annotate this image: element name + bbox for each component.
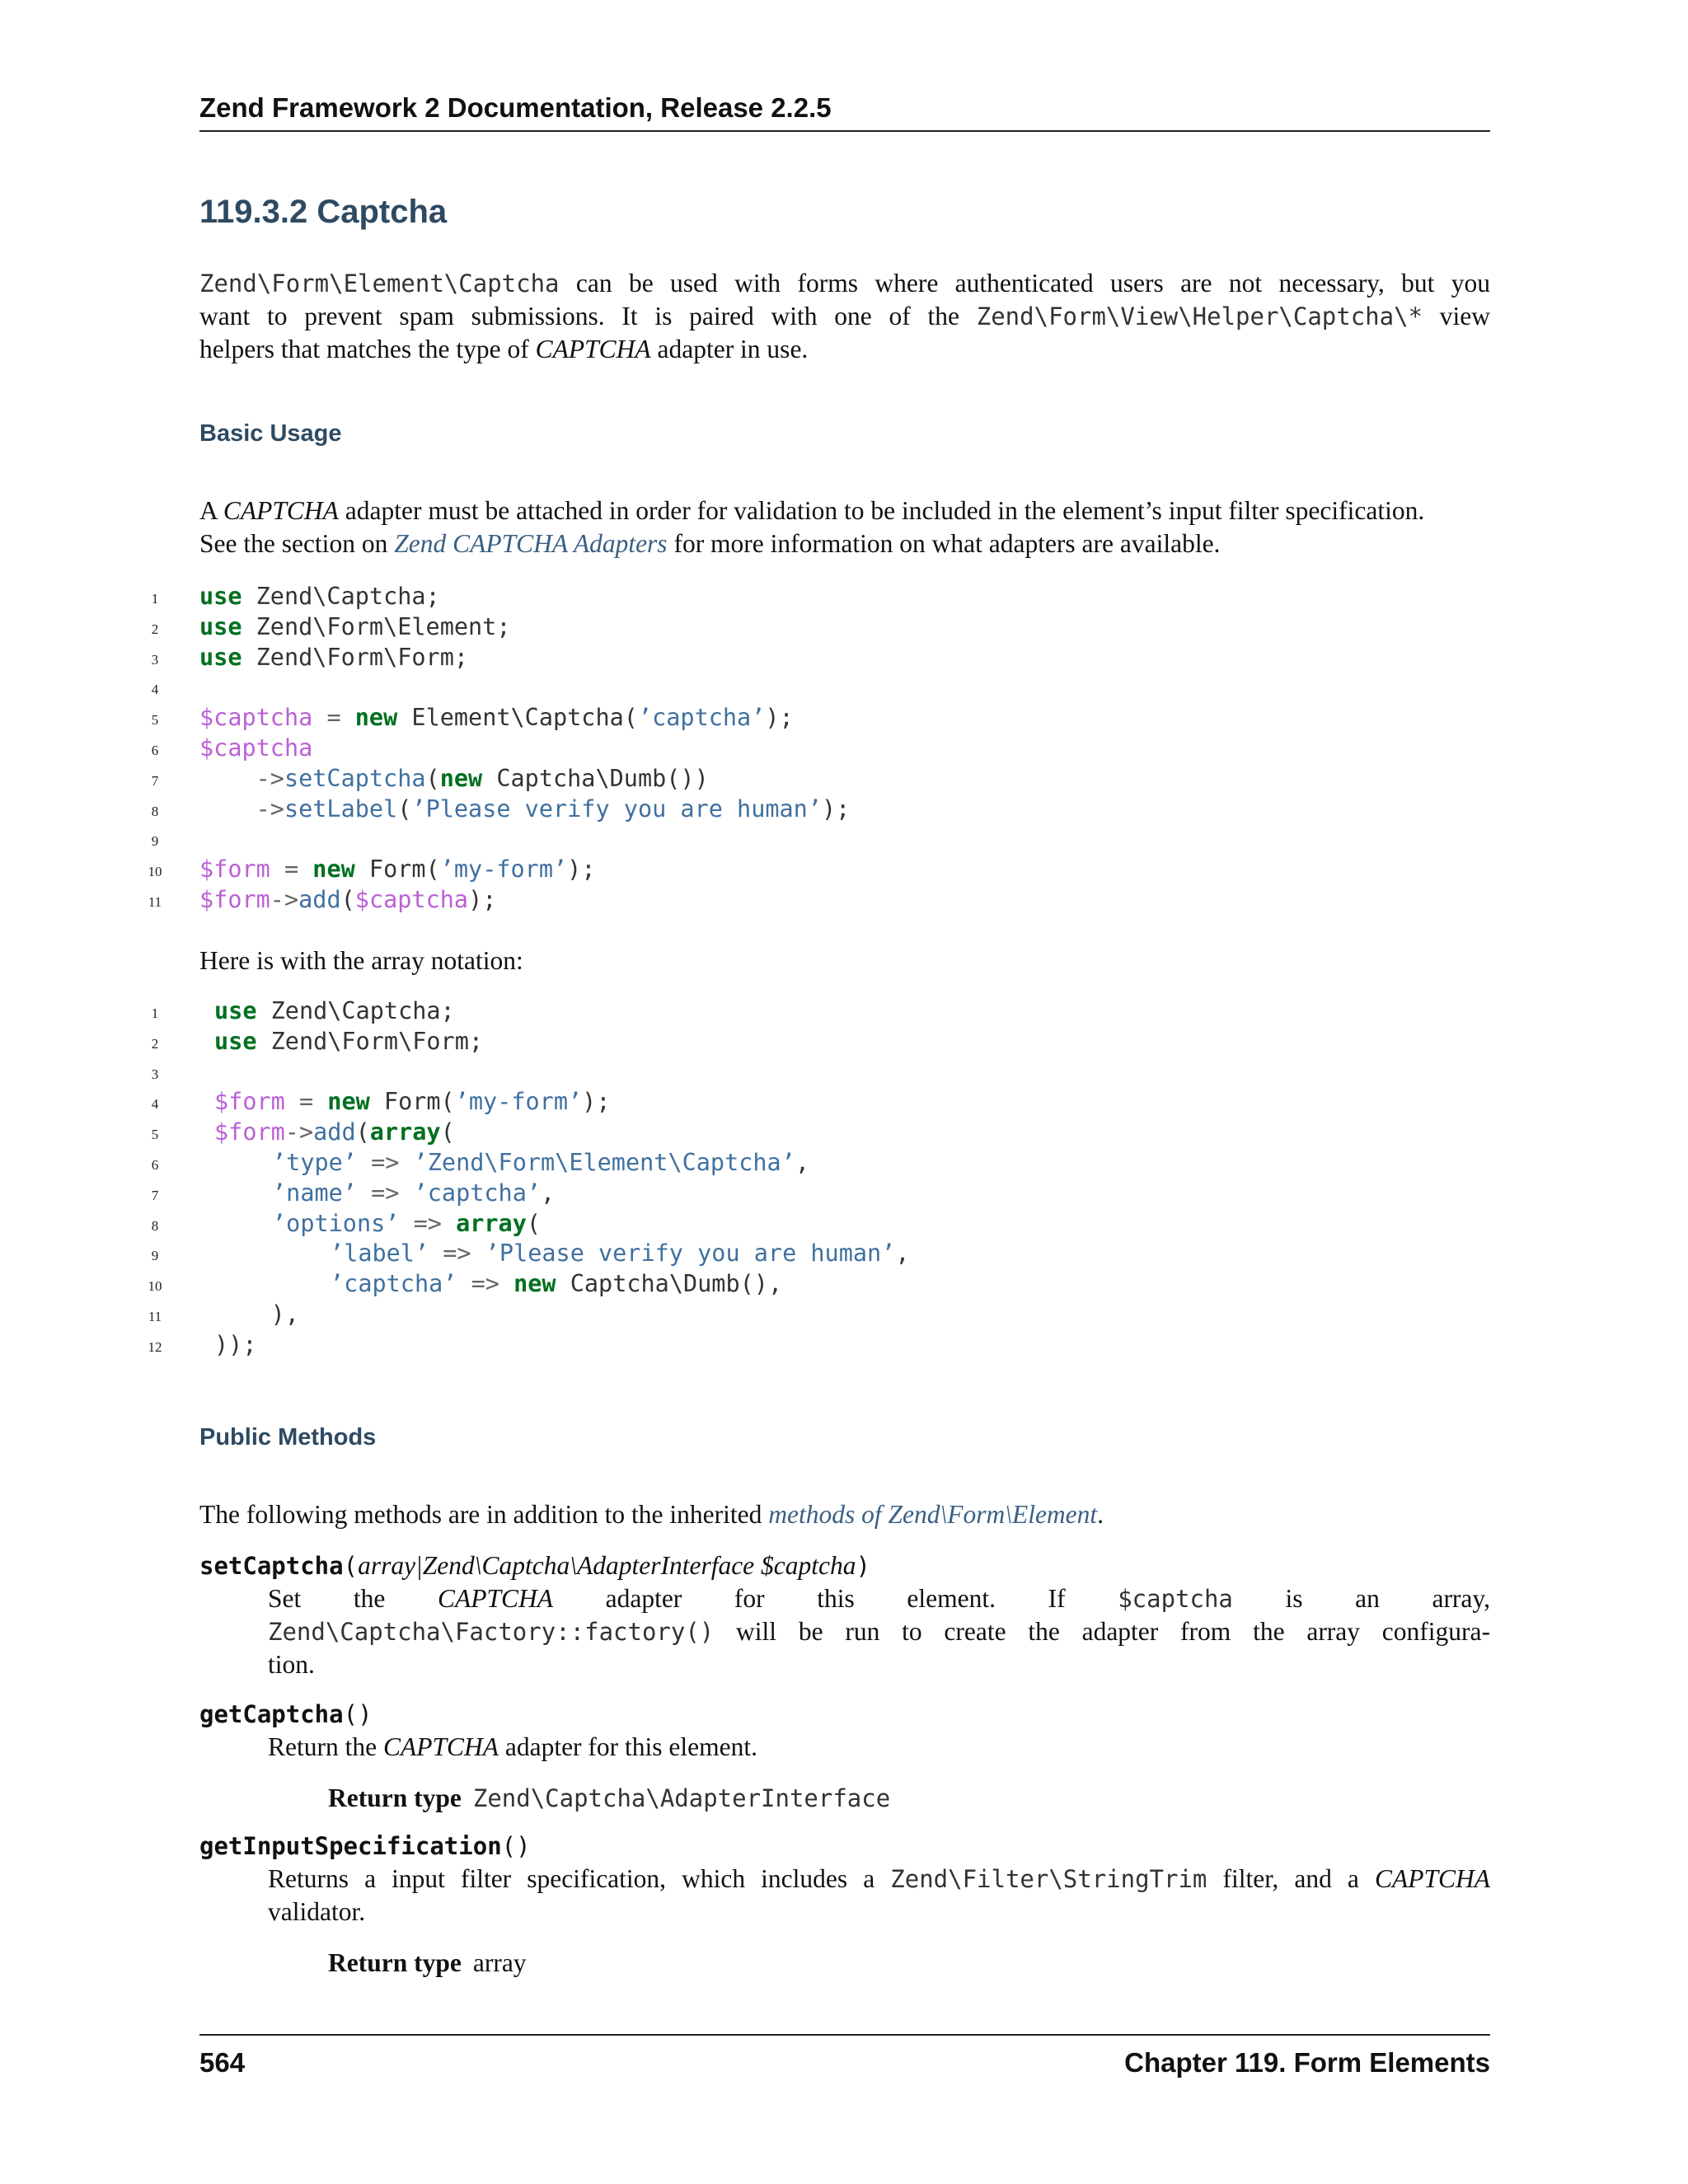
method-description-getcaptcha (268, 1731, 1490, 1764)
line-number: 6 (151, 1156, 159, 1173)
array-notation-text: Here is with the array notation: (199, 946, 523, 975)
code-text: ); (765, 704, 794, 732)
variable: $captcha (199, 733, 313, 762)
operator: => (399, 1209, 457, 1237)
keyword: use (199, 643, 242, 671)
keyword: array (456, 1209, 527, 1237)
page-number: 564 (199, 2047, 246, 2078)
paren: ( (343, 1552, 359, 1580)
line-number: 7 (151, 1187, 159, 1203)
text: adapter for this element. (498, 1732, 757, 1761)
array-notation-paragraph (199, 944, 1490, 977)
code-line (140, 612, 1541, 643)
line-number: 12 (148, 1338, 162, 1355)
code-text: Captcha\Dumb()) (482, 764, 709, 792)
variable: $form (214, 1088, 285, 1116)
code-text: ( (340, 885, 355, 913)
variable: $captcha (199, 704, 313, 732)
code-line (140, 703, 1541, 733)
line-number: 4 (151, 1096, 159, 1113)
variable: $captcha (354, 885, 469, 913)
code-text: Form( (369, 1088, 455, 1116)
text: will be run to create the adapter from the array configura- (714, 1617, 1490, 1646)
line-number: 2 (151, 621, 159, 637)
public-methods-intro-line (199, 1498, 1490, 1531)
code-text: ( (355, 1118, 370, 1146)
code-text: ), (214, 1300, 299, 1328)
emphasis: CAPTCHA (437, 1584, 553, 1613)
line-number: 3 (151, 1066, 159, 1082)
text: view (1423, 302, 1490, 330)
variable: $form (199, 855, 270, 883)
code-text: ); (567, 855, 596, 883)
text: Return the (268, 1732, 383, 1761)
operator: => (429, 1240, 485, 1268)
emphasis: CAPTCHA (1374, 1864, 1490, 1893)
code-text: Zend\Form\Form; (241, 643, 469, 671)
method-name: getCaptcha (199, 1700, 344, 1728)
operator: = (284, 1088, 328, 1116)
emphasis: CAPTCHA (223, 496, 339, 525)
method-signature-setcaptcha (199, 1549, 870, 1582)
desc-line (268, 1615, 1490, 1648)
basic-usage-heading: Basic Usage (199, 420, 342, 447)
line-number: 9 (151, 1248, 159, 1264)
line-number: 1 (151, 591, 159, 607)
code-line (140, 1239, 1541, 1269)
desc-line (268, 1731, 1490, 1764)
string: ’my-form’ (439, 855, 568, 883)
code-text: ( (397, 794, 412, 823)
code-text: , (795, 1148, 810, 1176)
paren: () (501, 1832, 531, 1860)
code-text: Zend\Captcha; (256, 997, 455, 1024)
code-text: ); (468, 885, 497, 913)
code-line (140, 885, 1541, 916)
keyword: new (513, 1270, 556, 1298)
code-text: ( (526, 1209, 542, 1237)
code-line (140, 855, 1541, 885)
intro-line-2 (199, 300, 1490, 333)
code-line (140, 733, 1541, 764)
variable: $form (214, 1118, 285, 1146)
code-text: ); (582, 1088, 611, 1116)
inline-code: Zend\Form\View\Helper\Captcha\* (976, 302, 1423, 330)
document-title: Zend Framework 2 Documentation, Release 2.2.5 (199, 92, 832, 123)
method-call: setCaptcha (284, 764, 426, 792)
operator: => (356, 1179, 414, 1207)
string: ’label’ (330, 1240, 429, 1268)
return-type-value: Zend\Captcha\AdapterInterface (472, 1784, 891, 1812)
operator: => (457, 1270, 514, 1298)
operator: => (356, 1148, 414, 1176)
public-methods-intro (199, 1498, 1490, 1531)
string: ’Please verify you are human’ (411, 794, 823, 823)
code-text: Zend\Form\Element; (241, 612, 511, 640)
text: filter, and a (1207, 1864, 1375, 1893)
code-line (140, 1269, 1541, 1300)
keyword: use (214, 1027, 257, 1055)
method-signature-getinputspecification (199, 1830, 531, 1863)
string: ’my-form’ (454, 1088, 583, 1116)
line-number: 10 (148, 864, 162, 880)
method-call: add (298, 885, 341, 913)
text: can be used with forms where authenticated users are not necessary, but you (559, 269, 1490, 298)
desc-line (268, 1863, 1490, 1896)
variable: $form (199, 885, 270, 913)
text: adapter in use. (650, 335, 809, 363)
method-description-setcaptcha (268, 1582, 1490, 1681)
line-number: 8 (151, 1217, 159, 1234)
line-number: 3 (151, 651, 159, 668)
keyword: new (312, 855, 355, 883)
code-line (140, 996, 1541, 1027)
paren: () (343, 1700, 373, 1728)
string: ’captcha’ (413, 1179, 542, 1207)
keyword: new (439, 764, 483, 792)
method-name: getInputSpecification (199, 1832, 502, 1860)
operator: = (270, 855, 313, 883)
code-line (140, 643, 1541, 673)
code-block-basic (140, 582, 1541, 916)
text: A (199, 496, 223, 525)
text: Set the (268, 1584, 438, 1613)
code-text: , (895, 1240, 910, 1268)
return-type-getinputspecification (328, 1947, 527, 1980)
code-line (140, 1179, 1541, 1209)
code-line (140, 764, 1541, 794)
inline-code: Zend\Filter\StringTrim (890, 1865, 1207, 1893)
code-line (140, 1118, 1541, 1148)
code-text: )); (214, 1330, 257, 1358)
code-line (140, 1087, 1541, 1118)
emphasis: CAPTCHA (382, 1732, 499, 1761)
code-text: Form( (354, 855, 440, 883)
code-text: Captcha\Dumb(), (556, 1270, 783, 1298)
code-text: ( (425, 764, 440, 792)
inline-code: Zend\Form\Element\Captcha (199, 269, 560, 298)
text: If (1048, 1584, 1118, 1613)
code-line (140, 1057, 1541, 1088)
text: helpers that matches the type of (199, 335, 536, 363)
method-params: array|Zend\Captcha\AdapterInterface $captcha (358, 1551, 856, 1580)
basic-usage-paragraph (199, 494, 1490, 560)
line-number: 5 (151, 712, 159, 729)
code-line (140, 1027, 1541, 1057)
text: The following methods are in addition to the inherited (199, 1500, 769, 1529)
intro-line-1 (199, 267, 1490, 300)
line-number: 9 (151, 833, 159, 850)
methods-of-element-link[interactable]: methods of Zend\Form\Element (768, 1500, 1098, 1529)
public-methods-heading: Public Methods (199, 1424, 377, 1451)
return-type-value: array (472, 1948, 527, 1977)
method-call: add (313, 1118, 356, 1146)
code-line (140, 824, 1541, 855)
desc-line: tion. (268, 1650, 315, 1679)
string: ’name’ (272, 1179, 357, 1207)
chapter-label: Chapter 119. Form Elements (1124, 2047, 1490, 2078)
string: ’captcha’ (330, 1270, 457, 1298)
running-header (199, 92, 1490, 132)
operator: -> (284, 1118, 314, 1146)
code-line (140, 794, 1541, 825)
text: want to prevent spam submissions. It is paired with one of the (199, 302, 977, 330)
keyword: use (199, 612, 242, 640)
method-signature-getcaptcha (199, 1698, 373, 1731)
text: is an array, (1232, 1584, 1490, 1613)
line-number: 2 (151, 1035, 159, 1052)
line-number: 4 (151, 682, 159, 698)
keyword: new (354, 704, 398, 732)
code-block-array (140, 996, 1541, 1361)
method-call: setLabel (284, 794, 398, 823)
return-type-label: Return type (328, 1783, 462, 1812)
text: See the section on (199, 529, 395, 558)
code-text: ( (440, 1118, 455, 1146)
keyword: array (369, 1118, 441, 1146)
code-line (140, 1148, 1541, 1179)
string: ’Please verify you are human’ (485, 1240, 896, 1268)
string: ’options’ (272, 1209, 400, 1237)
line-number: 11 (148, 893, 162, 910)
line-number: 1 (151, 1005, 159, 1021)
intro-paragraph (199, 267, 1490, 366)
inline-code: $captcha (1118, 1585, 1233, 1613)
code-text: , (541, 1179, 556, 1207)
keyword: new (327, 1088, 370, 1116)
string: ’type’ (272, 1148, 357, 1176)
section-title: 119.3.2 Captcha (199, 194, 448, 230)
string: ’Zend\Form\Element\Captcha’ (413, 1148, 795, 1176)
return-type-label: Return type (328, 1948, 462, 1977)
basic-usage-line-1 (199, 494, 1490, 527)
line-number: 5 (151, 1127, 159, 1143)
code-text: Zend\Form\Form; (256, 1027, 484, 1055)
return-type-getcaptcha (328, 1782, 890, 1815)
operator: -> (199, 764, 284, 792)
paren: ) (856, 1552, 870, 1580)
text: adapter must be attached in order for validation to be included in the element’s input filter specification. (338, 496, 1425, 525)
string: ’captcha’ (637, 704, 766, 732)
method-name: setCaptcha (199, 1552, 344, 1580)
desc-line: validator. (268, 1897, 366, 1926)
text: Returns a input filter specification, which includes a (268, 1864, 891, 1893)
code-line (140, 673, 1541, 703)
code-line (140, 1209, 1541, 1240)
operator: -> (199, 794, 284, 823)
text: . (1097, 1500, 1104, 1529)
code-line (140, 1330, 1541, 1361)
zend-captcha-adapters-link[interactable]: Zend CAPTCHA Adapters (394, 529, 668, 558)
code-line (140, 582, 1541, 612)
desc-line (268, 1582, 1490, 1615)
line-number: 8 (151, 803, 159, 819)
inline-code: Zend\Captcha\Factory::factory() (268, 1618, 715, 1646)
text: for more information on what adapters are available. (667, 529, 1221, 558)
code-text: Zend\Captcha; (241, 583, 440, 610)
keyword: use (199, 583, 242, 610)
text: adapter for this element. (552, 1584, 1048, 1613)
emphasis: CAPTCHA (535, 335, 651, 363)
keyword: use (214, 997, 257, 1024)
intro-line-3 (199, 333, 1490, 366)
code-text: ); (822, 794, 851, 823)
operator: -> (270, 885, 299, 913)
line-number: 11 (148, 1308, 162, 1324)
code-line (140, 1300, 1541, 1330)
basic-usage-line-2 (199, 527, 1490, 560)
running-footer (199, 2034, 1490, 2085)
operator: = (312, 704, 355, 732)
code-text: Element\Captcha( (397, 704, 638, 732)
method-description-getinputspecification (268, 1863, 1490, 1929)
line-number: 7 (151, 772, 159, 789)
line-number: 10 (148, 1278, 162, 1295)
line-number: 6 (151, 742, 159, 758)
